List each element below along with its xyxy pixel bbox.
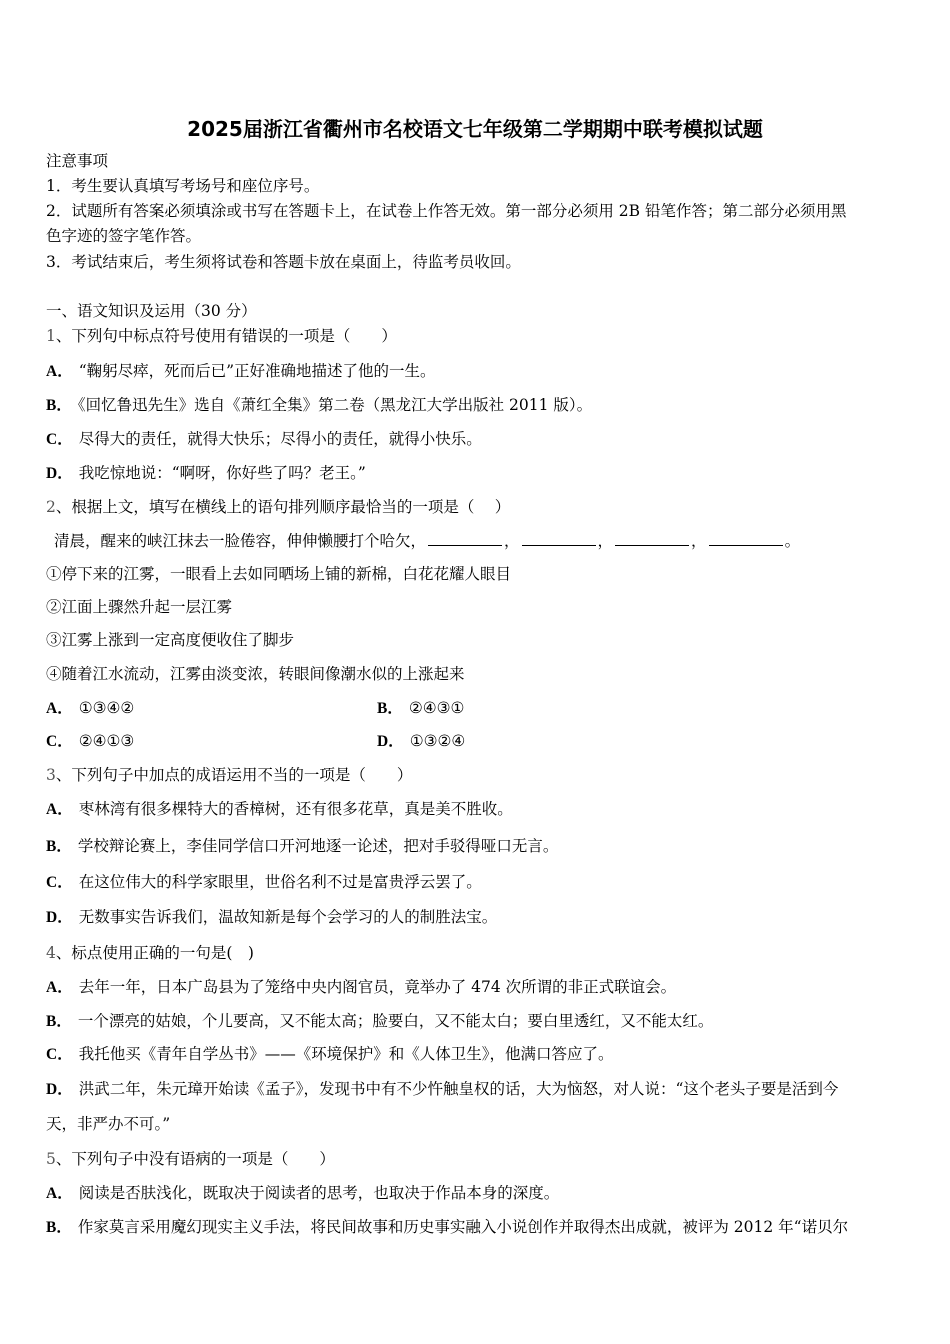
option-text: 枣林湾有很多棵特大的香樟树，还有很多花草，真是美不胜收。 <box>78 800 513 818</box>
option-label: B． <box>46 1219 72 1236</box>
option-b <box>46 1217 848 1238</box>
option-d <box>46 907 497 928</box>
option-c <box>46 429 482 450</box>
option-label: A． <box>46 1185 73 1202</box>
option-text: 作家莫言采用魔幻现实主义手法，将民间故事和历史事实融入小说创作并取得杰出成就，被评为 2012 年“诺贝尔 <box>77 1218 849 1236</box>
sentence-item: ①停下来的江雾，一眼看上去如同晒场上铺的新棉，白花花耀人眼目 <box>46 565 512 583</box>
notice-item: 色字迹的签字笔作答。 <box>46 227 202 245</box>
option-text: 去年一年，日本广岛县为了笼络中央内阁官员，竟举办了 474 次所谓的非正式联谊会。 <box>78 978 677 996</box>
option-text: 我吃惊地说：“啊呀，你好些了吗？老王。” <box>78 464 366 482</box>
option-label: C． <box>46 1046 73 1063</box>
option-text: ①③④② <box>78 699 135 717</box>
option-d <box>377 731 465 752</box>
question-stem <box>46 765 412 785</box>
blank-line <box>522 531 596 546</box>
option-label: D． <box>377 733 404 750</box>
option-c <box>46 872 482 893</box>
option-label: B． <box>46 1013 72 1030</box>
option-text: “鞠躬尽瘁，死而后已”正好准确地描述了他的一生。 <box>78 362 436 380</box>
page-title: 2025届浙江省衢州市名校语文七年级第二学期期中联考模拟试题 <box>187 117 763 141</box>
question-text: 、下列句子中加点的成语运用不当的一项是（ ） <box>55 766 413 784</box>
question-stem <box>46 943 254 963</box>
question-number: 3 <box>46 766 56 784</box>
passage-text: 清晨，醒来的峡江抹去一脸倦容，伸伸懒腰打个哈欠， <box>54 532 427 550</box>
question-text: 、下列句子中没有语病的一项是（ ） <box>55 1150 335 1168</box>
option-text: ②④③① <box>408 699 465 717</box>
blank-line <box>428 531 502 546</box>
question-stem <box>46 497 510 517</box>
option-a <box>46 977 676 998</box>
option-text: ②④①③ <box>78 732 135 750</box>
option-label: B． <box>46 397 72 414</box>
option-label: A． <box>46 700 73 717</box>
option-b <box>46 395 592 416</box>
option-label: D． <box>46 909 73 926</box>
option-label: A． <box>46 801 73 818</box>
option-label: B． <box>377 700 403 717</box>
option-label: D． <box>46 1081 73 1098</box>
question-number: 1 <box>46 327 56 345</box>
option-b <box>377 698 464 719</box>
option-text: 我托他买《青年自学丛书》——《环境保护》和《人体卫生》，他满口答应了。 <box>78 1045 614 1063</box>
notice-heading: 注意事项 <box>46 152 109 170</box>
option-label: C． <box>46 733 73 750</box>
option-a <box>46 698 134 719</box>
option-text: 一个漂亮的姑娘，个儿要高，又不能太高；脸要白，又不能太白；要白里透红，又不能太红。 <box>77 1012 714 1030</box>
section-heading: 一、语文知识及运用（30 分） <box>46 302 257 320</box>
option-b <box>46 1011 713 1032</box>
option-label: D． <box>46 465 73 482</box>
notice-item: 3．考试结束后，考生须将试卷和答题卡放在桌面上，待监考员收回。 <box>46 253 521 271</box>
option-text: ①③②④ <box>409 732 466 750</box>
option-a <box>46 361 436 382</box>
option-text: 阅读是否肤浅化，既取决于阅读者的思考，也取决于作品本身的深度。 <box>78 1184 560 1202</box>
option-text: 在这位伟大的科学家眼里，世俗名利不过是富贵浮云罢了。 <box>78 873 482 891</box>
option-d <box>46 1079 838 1100</box>
option-label: B． <box>46 838 72 855</box>
option-text: 无数事实告诉我们，温故知新是每个会学习的人的制胜法宝。 <box>78 908 498 926</box>
sentence-item: ②江面上骤然升起一层江雾 <box>46 598 233 616</box>
option-text: 学校辩论赛上，李佳同学信口开河地逐一论述，把对手驳得哑口无言。 <box>77 837 559 855</box>
question-stem <box>46 326 397 346</box>
question-text: 、根据上文，填写在横线上的语句排列顺序最恰当的一项是（ ） <box>55 498 511 516</box>
question-text: 、下列句中标点符号使用有错误的一项是（ ） <box>55 327 397 345</box>
option-label: C． <box>46 874 73 891</box>
blank-line <box>709 531 783 546</box>
option-text: 《回忆鲁迅先生》选自《萧红全集》第二卷（黑龙江大学出版社 2011 版）。 <box>77 396 593 414</box>
option-text: 尽得大的责任，就得大快乐；尽得小的责任，就得小快乐。 <box>78 430 482 448</box>
option-a <box>46 799 513 820</box>
blank-line <box>615 531 689 546</box>
option-a <box>46 1183 559 1204</box>
question-text: 、标点使用正确的一句是( ) <box>55 944 254 962</box>
notice-item: 2．试题所有答案必须填涂或书写在答题卡上，在试卷上作答无效。第一部分必须用 2B 铅笔作答；第二部分必须用黑 <box>46 202 847 220</box>
question-number: 4 <box>46 944 56 962</box>
option-label: A． <box>46 363 73 380</box>
question-number: 5 <box>46 1150 56 1168</box>
option-d <box>46 463 366 484</box>
sentence-item: ④随着江水流动，江雾由淡变浓，转眼间像潮水似的上涨起来 <box>46 665 465 683</box>
option-c <box>46 1044 613 1065</box>
option-b <box>46 836 558 857</box>
option-text: 洪武二年，朱元璋开始读《孟子》，发现书中有不少忤触皇权的话，大为恼怒，对人说：“这个老头子要是活到今 <box>78 1080 839 1098</box>
notice-item: 1．考生要认真填写考场号和座位序号。 <box>46 177 320 195</box>
option-d-continuation: 天，非严办不可。” <box>46 1115 171 1133</box>
question-stem <box>46 1149 335 1169</box>
option-label: C． <box>46 431 73 448</box>
sentence-item: ③江雾上涨到一定高度便收住了脚步 <box>46 631 295 649</box>
passage: 清晨，醒来的峡江抹去一脸倦容，伸伸懒腰打个哈欠， ， ， ， 。 <box>54 532 801 550</box>
option-c <box>46 731 134 752</box>
question-number: 2 <box>46 498 56 516</box>
option-label: A． <box>46 979 73 996</box>
